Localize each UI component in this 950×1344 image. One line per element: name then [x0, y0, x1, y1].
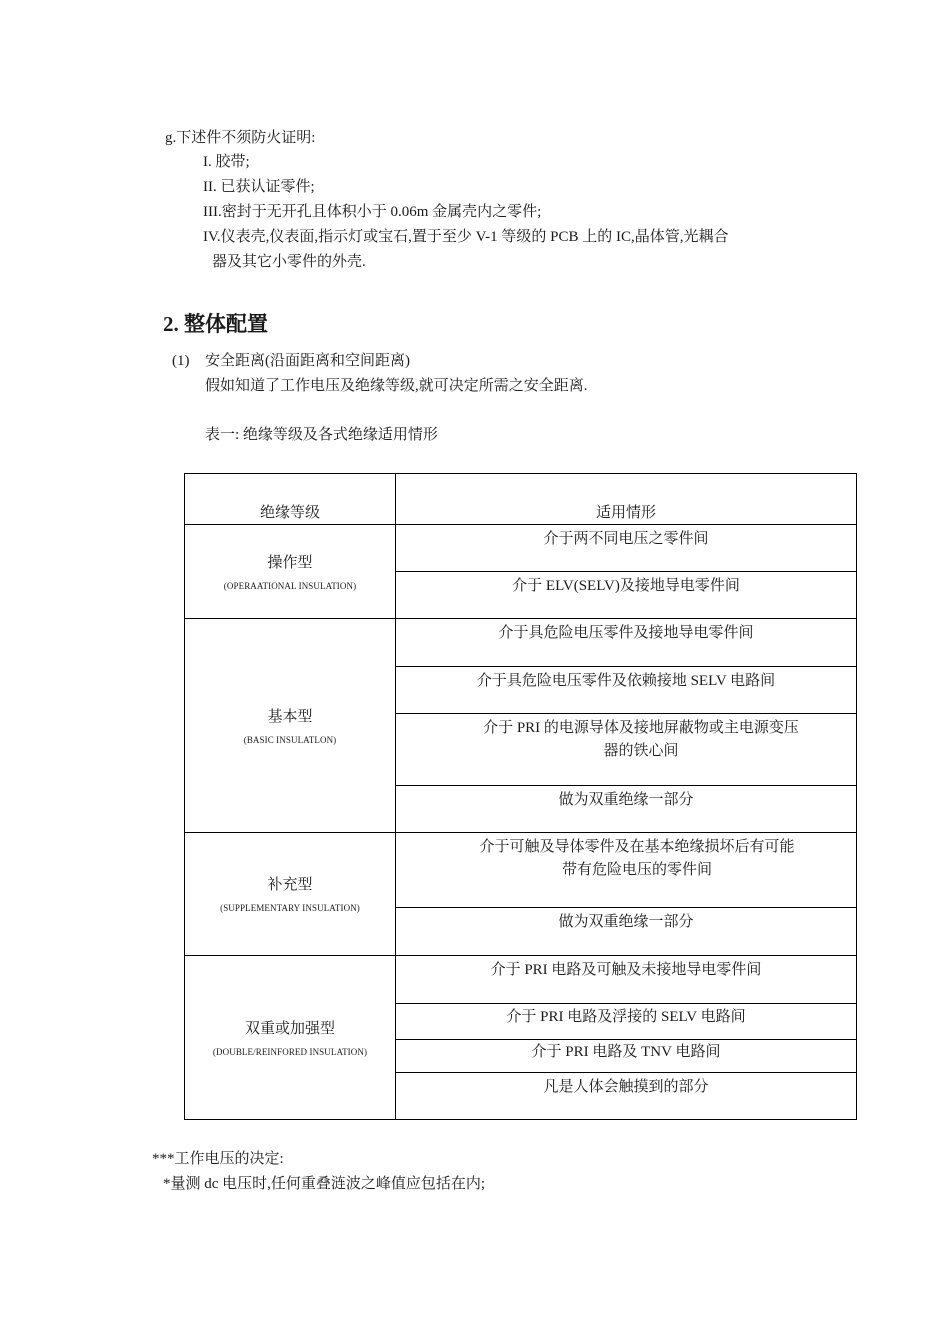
section-g-item-1: I. 胶带;	[203, 154, 250, 170]
section-g-item-4: IV.仪表壳,仪表面,指示灯或宝石,置于至少 V-1 等级的 PCB 上的 IC,晶体管,光耦合	[203, 229, 729, 245]
case-cell: 介于 PRI 电路及浮接的 SELV 电路间	[396, 1004, 857, 1040]
notes-title: ***工作电压的决定:	[152, 1151, 284, 1167]
case-cell: 介于 ELV(SELV)及接地导电零件间	[396, 572, 857, 619]
header-level: 绝缘等级	[185, 474, 396, 525]
section-g-item-4-cont: 器及其它小零件的外壳.	[212, 254, 366, 270]
case-cell: 凡是人体会触摸到的部分	[396, 1073, 857, 1120]
item-number: (1)	[172, 353, 190, 369]
level-operational: 操作型 (OPERAATIONAL INSULATION)	[185, 525, 396, 619]
case-cell: 介于具危险电压零件及接地导电零件间	[396, 619, 857, 667]
insulation-table	[184, 473, 857, 1120]
level-double-reinforced: 双重或加强型 (DOUBLE/REINFORED INSULATION)	[185, 956, 396, 1120]
header-cases: 适用情形	[396, 474, 857, 525]
section-g-item-2: II. 已获认证零件;	[203, 179, 315, 195]
case-cell: 介于 PRI 的电源导体及接地屏蔽物或主电源变压器的铁心间	[396, 714, 857, 786]
case-cell: 介于两不同电压之零件间	[396, 525, 857, 572]
case-cell: 介于具危险电压零件及依赖接地 SELV 电路间	[396, 667, 857, 714]
section-g-title: g.下述件不须防火证明:	[165, 130, 316, 146]
case-cell: 介于 PRI 电路及 TNV 电路间	[396, 1040, 857, 1073]
case-cell: 做为双重绝缘一部分	[396, 908, 857, 956]
level-supplementary: 补充型 (SUPPLEMENTARY INSULATION)	[185, 833, 396, 956]
case-cell: 做为双重绝缘一部分	[396, 786, 857, 833]
section-g-item-3: III.密封于无开孔且体积小于 0.06m 金属壳内之零件;	[203, 204, 542, 220]
table-caption: 表一: 绝缘等级及各式绝缘适用情形	[205, 427, 438, 443]
section-heading: 2. 整体配置	[163, 312, 268, 336]
item-title: 安全距离(沿面距离和空间距离)	[205, 353, 410, 369]
case-cell: 介于 PRI 电路及可触及未接地导电零件间	[396, 956, 857, 1004]
item-description: 假如知道了工作电压及绝缘等级,就可决定所需之安全距离.	[205, 378, 588, 394]
notes-item: *量测 dc 电压时,任何重叠涟波之峰值应包括在内;	[163, 1176, 486, 1192]
level-basic: 基本型 (BASIC INSULATLON)	[185, 619, 396, 833]
case-cell: 介于可触及导体零件及在基本绝缘损坏后有可能带有危险电压的零件间	[396, 833, 857, 908]
